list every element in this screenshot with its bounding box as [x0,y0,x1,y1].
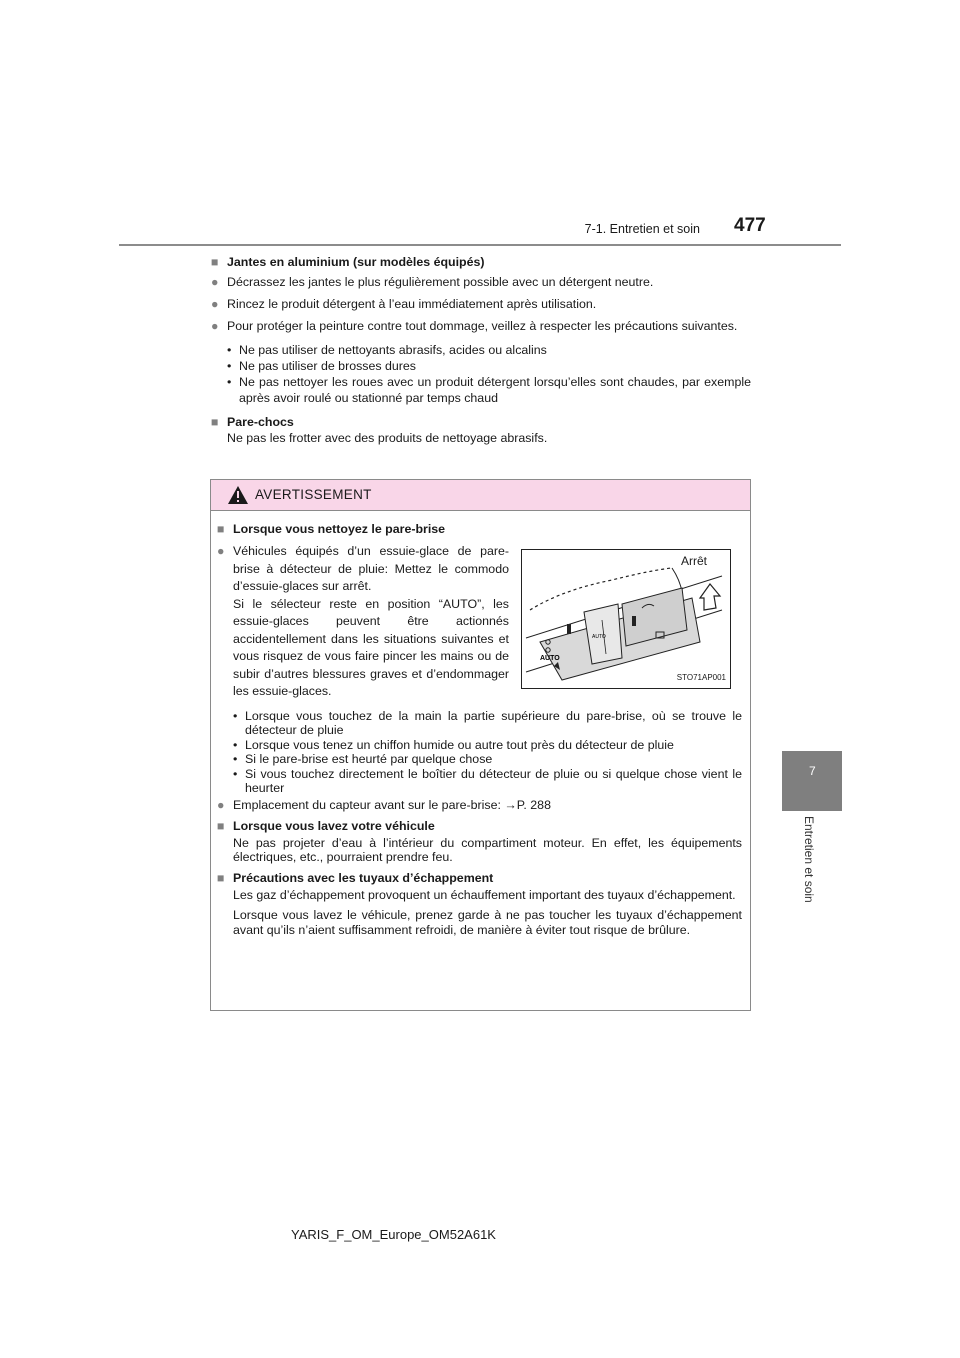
wheels-heading: ■ Jantes en aluminium (sur modèles équipés) [211,255,485,269]
warning-text: Ne pas projeter d’eau à l’intérieur du compartiment moteur. En effet, les équipements électriques, etc., pourraient prendre feu. [233,835,742,864]
warning-heading-exhaust: ■ Précautions avec les tuyaux d’échappement [217,870,494,885]
page-number: 477 [734,215,766,236]
warning-heading-windshield: ■ Lorsque vous nettoyez le pare-brise [217,522,446,536]
figure-code: STO71AP001 [676,673,726,682]
document-code: YARIS_F_OM_Europe_OM52A61K [291,1227,496,1242]
round-bullet-icon: ● [211,297,219,311]
warning-box [210,479,751,1011]
header-divider [119,244,841,246]
round-bullet-icon: ● [211,275,219,289]
figure-auto-label: AUTO [540,655,560,662]
square-bullet-icon: ■ [217,818,225,833]
bumper-heading: ■ Pare-chocs [211,415,294,429]
sub-list-item: • Ne pas utiliser de brosses dures [227,359,416,373]
list-item: ● Pour protéger la peinture contre tout dommage, veillez à respecter les précautions suivantes. [211,319,738,333]
sub-list-item: • Si le pare-brise est heurté par quelque chose [233,752,493,766]
square-bullet-icon: ■ [217,870,225,885]
wiper-lever-illustration [522,550,730,688]
warning-heading-washing: ■ Lorsque vous lavez votre véhicule [217,818,435,833]
warning-text: Lorsque vous lavez le véhicule, prenez garde à ne pas toucher les tuyaux d’échappement avant qu’ils n’aient suffisamment refroidi, de manière à éviter tout risque de brûlure. [233,908,742,937]
chapter-tab [782,751,842,811]
sub-list-item: • Lorsque vous touchez de la main la partie supérieure du pare-brise, où se trouve le détecteur de pluie [233,708,742,737]
sub-list-item: • Si vous touchez directement le boîtier du détecteur de pluie ou si quelque chose vient le heurter [233,766,742,795]
square-bullet-icon: ■ [217,522,225,536]
warning-row [217,543,742,701]
chapter-label-area [782,811,842,961]
warning-content [217,522,742,943]
round-bullet-icon: ● [217,797,225,812]
section-title: 7-1. Entretien et soin [584,222,700,236]
bumper-text: Ne pas les frotter avec des produits de nettoyage abrasifs. [227,431,548,445]
list-item: ● Emplacement du capteur avant sur le pare-brise: →P. 288 [217,797,551,812]
round-bullet-icon: ● [211,319,219,333]
sub-list-item: • Lorsque vous tenez un chiffon humide ou autre tout près du détecteur de pluie [233,737,674,752]
warning-title: AVERTISSEMENT [255,487,372,502]
wiper-lever-figure [521,549,731,689]
warning-header [211,480,750,511]
warning-text: Les gaz d’échappement provoquent un échauffement important des tuyaux d’échappement. [233,887,736,902]
figure-stop-label: Arrêt [681,554,708,568]
square-bullet-icon: ■ [211,415,219,429]
chapter-number: 7 [809,764,816,778]
main-content [211,254,751,446]
warning-triangle-icon [227,485,249,505]
sub-list-item: • Ne pas nettoyer les roues avec un produit détergent lorsqu’elles sont chaudes, par exemple après avoir roulé ou stationné par temps chaud [227,375,751,405]
round-bullet-icon: ● [217,544,225,558]
list-item: ● Décrassez les jantes le plus régulièrement possible avec un détergent neutre. [211,275,654,289]
chapter-label: Entretien et soin [802,816,816,903]
figure-auto-label-small: AUTO [592,634,606,640]
list-item: ● Véhicules équipés d’un essuie-glace de pare-brise à détecteur de pluie: Mettez le commodo d’essuie-glaces sur arrêt. Si le sélecteur reste en position “AUTO”, les essuie-glaces peuvent être actionnés accidentellement dans les situations suivantes et vous risquez de vous faire pincer les mains ou de subir d’autres blessures graves et d’endommager les essuie-glaces. [217,544,509,698]
warning-text-block [217,543,509,701]
list-item: ● Rincez le produit détergent à l’eau immédiatement après utilisation. [211,297,597,311]
sub-list-item: • Ne pas utiliser de nettoyants abrasifs, acides ou alcalins [227,343,547,357]
square-bullet-icon: ■ [211,255,219,269]
